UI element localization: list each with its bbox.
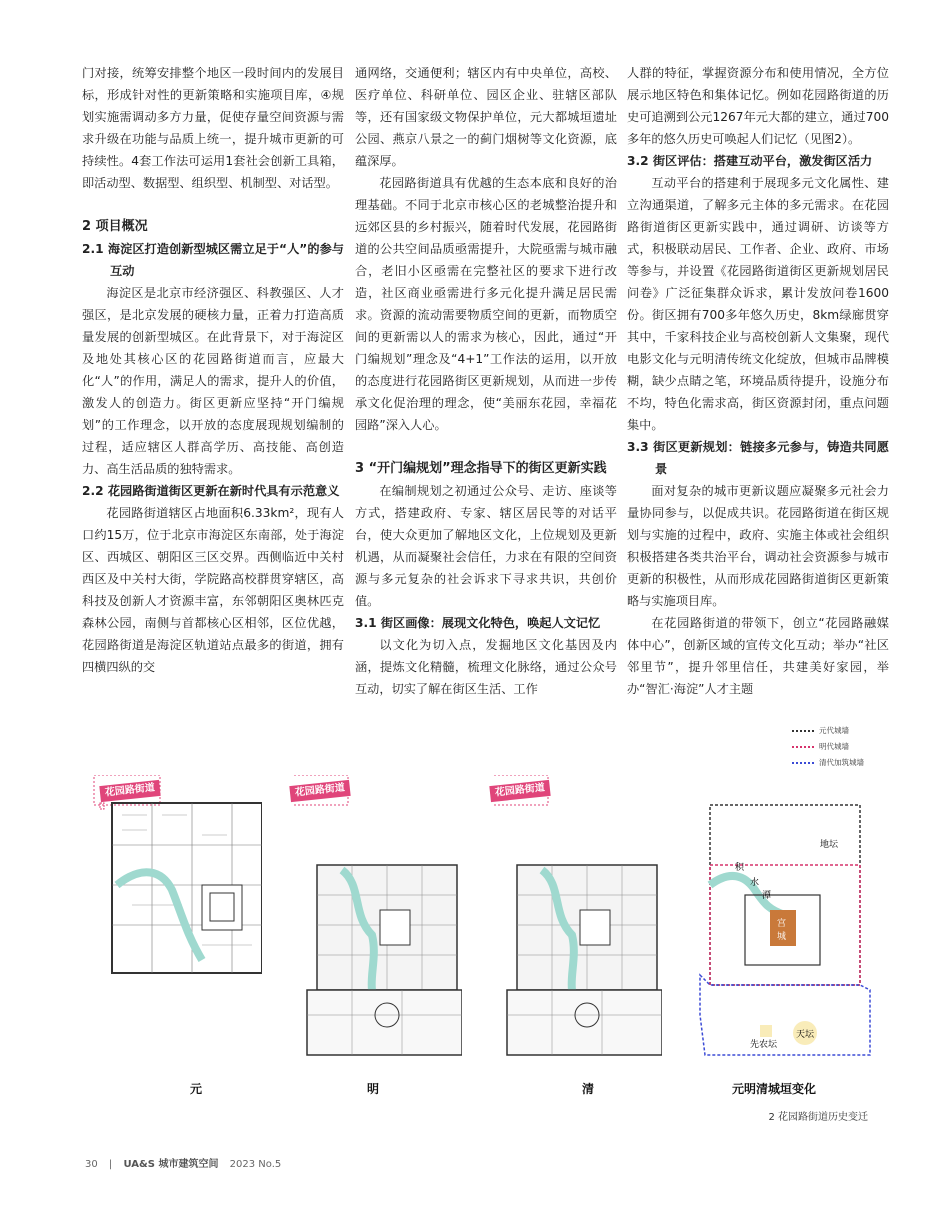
label-tiantan: 天坛	[796, 1030, 815, 1040]
paragraph: 花园路街道具有优越的生态本底和良好的治理基础。不同于北京市核心区的老城整治提升和远郊区县的乡村振兴，随着时代发展，花园路街道的公共空间品质亟需提升，大院亟需与城市融合，老旧小区亟需在完整社区的要求下进行改造，社区商业亟需进行多元化提升满足居民需求。资源的流动需要物质空间的更新，而物质空间的更新需以人的需求为核心，因此，通过“开门编规划”理念及“4+1”工作法的运用，以开放的态度进行花园路街区更新规划，从而进一步传承文化促治理的理念，使“美丽东花园，幸福花园路”深入人心。	[355, 176, 617, 432]
label-jishuitan-3: 潭	[762, 891, 772, 901]
subsection-heading: 2.1 海淀区打造创新型城区需立足于“人”的参与互动	[82, 242, 344, 278]
footer-separator: |	[108, 1159, 113, 1170]
legend-qing-wall: 清代加筑城墙	[819, 758, 864, 767]
map-wall-change	[690, 775, 880, 1065]
figure-caption: 2 花园路街道历史变迁	[768, 1112, 868, 1123]
paragraph: 海淀区是北京市经济强区、科教强区、人才强区，是北京发展的硬核力量，正着力打造高质量发展的创新型城区。在此背景下，对于海淀区及地处其核心区的花园路街道而言，应最大化“人”的作用，满足人的需求，提升人的价值，激发人的创造力。街区更新应坚持“开门编规划”的工作理念，以开放的态度展现规划编制的过程，适应辖区人群高学历、高技能、高创造力、高生活品质的独特需求。	[82, 286, 344, 476]
paragraph: 在编制规划之初通过公众号、走访、座谈等方式，搭建政府、专家、辖区居民等的对话平台，使大众更加了解地区文化，上位规划及更新机遇，从而凝聚社会信任，力求在有限的空间资源与多元复杂的社会诉求下寻求共识，共创价值。	[355, 484, 617, 608]
map-yuan	[92, 775, 262, 1065]
section-heading: 2 项目概况	[82, 219, 148, 234]
figure-history-maps	[82, 715, 882, 1105]
legend-yuan-wall: 元代城墙	[819, 726, 849, 735]
text-column-1	[82, 62, 344, 678]
page-number: 30	[85, 1159, 98, 1170]
caption-yuan: 元	[190, 1082, 203, 1096]
paragraph: 人群的特征，掌握资源分布和使用情况，全方位展示地区特色和集体记忆。例如花园路街道的历史可追溯到公元1267年元大都的建立，通过700多年的悠久历史可唤起人们记忆（见图2）。	[627, 66, 889, 146]
subsection-heading: 3.1 街区画像：展现文化特色，唤起人文记忆	[355, 616, 601, 630]
paragraph: 门对接，统筹安排整个地区一段时间内的发展目标，形成针对性的更新策略和实施项目库，④规划实施需调动多方力量，促使存量空间资源与需求升级在功能与品质上统一，提升城市更新的可持续性。4套工作法可运用1套社会创新工具箱，即活动型、数据型、组织型、机制型、对话型。	[82, 66, 344, 190]
district-tag: 花园路街道	[489, 780, 550, 802]
paragraph: 花园路街道辖区占地面积6.33km²，现有人口约15万，位于北京市海淀区东南部，处于海淀区、西城区、朝阳区三区交界。西侧临近中关村西区及中关村大街，学院路高校群贯穿辖区，高科技及创新人才资源丰富，东邻朝阳区奥林匹克森林公园，南侧与首都核心区相邻，区位优越，花园路街道是海淀区轨道站点最多的街道，拥有四横四纵的交	[82, 506, 344, 674]
text-column-2	[355, 62, 617, 700]
paragraph: 互动平台的搭建利于展现多元文化属性、建立沟通渠道，了解多元主体的多元需求。在花园路街道街区更新实践中，通过调研、访谈等方式，积极联动居民、工作者、企业、政府、市场等参与，并设置《花园路街道街区更新规划居民问卷》广泛征集群众诉求，累计发放问卷1600份。街区拥有700多年悠久历史，8km绿廊贯穿其中，千家科技企业与高校创新人文集聚，现代电影文化与元明清传统文化绽放，但城市品牌模糊，缺少点睛之笔，环境品质待提升，设施分布不均，特色化需求高，街区资源封闭，重点问题集中。	[627, 176, 889, 432]
text-column-3	[627, 62, 889, 700]
paragraph: 在花园路街道的带领下，创立“花园路融媒体中心”，创新区域的宣传文化互动；举办“社区邻里节”，提升邻里信任，共建美好家园，举办“智汇·海淀”人才主题	[627, 616, 889, 696]
map-ming-drawing	[292, 775, 462, 1065]
page-footer	[85, 1155, 289, 1170]
label-ditan: 地坛	[820, 840, 839, 850]
map-yuan-drawing	[92, 775, 262, 1065]
subsection-heading: 3.2 街区评估：搭建互动平台，激发街区活力	[627, 154, 873, 168]
paragraph: 以文化为切入点，发掘地区文化基因及内涵，提炼文化精髓，梳理文化脉络，通过公众号互动，切实了解在街区生活、工作	[355, 638, 617, 696]
map-legend	[792, 723, 864, 771]
map-qing-drawing	[492, 775, 662, 1065]
legend-ming-wall: 明代城墙	[819, 742, 849, 751]
district-tag: 花园路街道	[99, 780, 160, 802]
subsection-heading: 3.3 街区更新规划：链接多元参与，铸造共同愿景	[627, 440, 889, 476]
section-heading: 3 “开门编规划”理念指导下的街区更新实践	[355, 461, 607, 476]
label-jishuitan-1: 积	[735, 863, 745, 873]
caption-wall-change: 元明清城垣变化	[732, 1082, 817, 1096]
caption-qing: 清	[582, 1082, 595, 1096]
district-tag: 花园路街道	[289, 780, 350, 802]
map-wall-change-drawing	[690, 775, 880, 1065]
label-gongcheng-2: 城	[777, 932, 787, 942]
label-xiannongtan: 先农坛	[750, 1040, 778, 1050]
label-gongcheng-1: 宫	[777, 919, 787, 929]
map-qing	[492, 775, 662, 1065]
label-jishuitan-2: 水	[750, 878, 760, 888]
paragraph: 面对复杂的城市更新议题应凝聚多元社会力量协同参与，以促成共识。花园路街道在街区规划与实施的过程中，政府、实施主体或社会组织积极搭建各类共治平台，调动社会资源参与城市更新的积极性，从而形成花园路街道街区更新策略与实施项目库。	[627, 484, 889, 608]
journal-brand: UA&S 城市建筑空间	[123, 1159, 219, 1170]
caption-ming: 明	[367, 1082, 380, 1096]
subsection-heading: 2.2 花园路街道街区更新在新时代具有示范意义	[82, 484, 340, 498]
map-ming	[292, 775, 462, 1065]
journal-issue: 2023 No.5	[229, 1159, 282, 1170]
paragraph: 通网络，交通便利；辖区内有中央单位，高校、医疗单位、科研单位、园区企业、驻辖区部队等，还有国家级文物保护单位，元大都城垣遗址公园、燕京八景之一的蓟门烟树等文化资源，底蕴深厚。	[355, 66, 617, 168]
